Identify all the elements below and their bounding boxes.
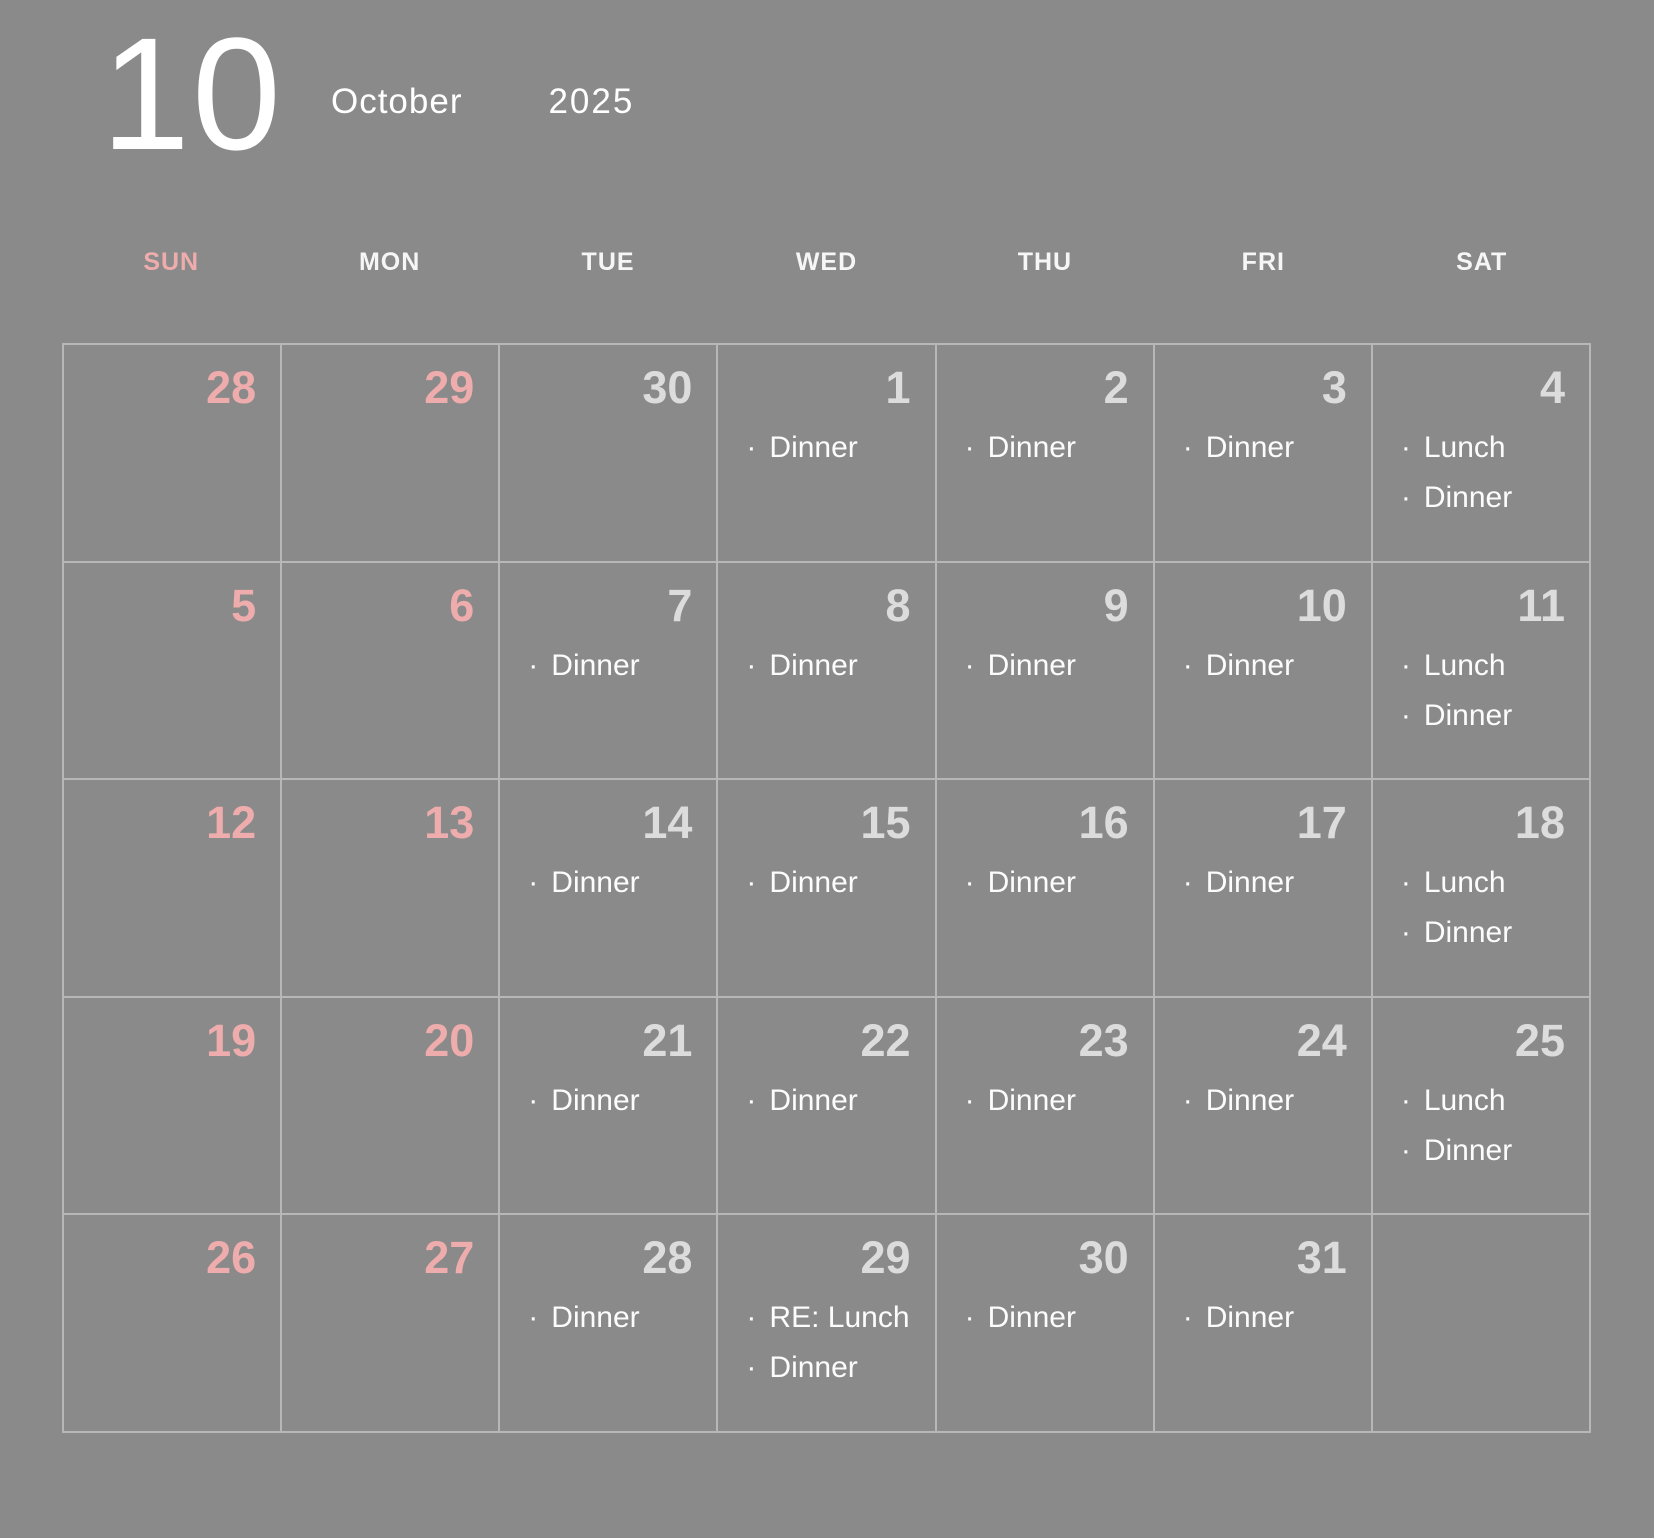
date-number: 2 [1103,362,1129,413]
weekday-header-wed: WED [795,248,858,276]
date-number: 7 [667,579,693,631]
date-number: 4 [1539,362,1565,413]
date-number: 30 [1078,1232,1129,1284]
event-label: Dinner [1205,1083,1295,1117]
bullet-icon: · [746,866,757,900]
event-item[interactable] [528,1076,710,1126]
event-item[interactable] [965,858,1147,908]
bullet-icon: · [746,1083,757,1117]
day-cell-19[interactable] [64,998,280,1214]
date-number: 27 [424,1232,475,1284]
weekday-header-thu: THU [1017,248,1073,276]
day-cell-29[interactable] [718,1215,934,1431]
bullet-icon: · [1400,648,1411,682]
date-number: 23 [1078,1014,1129,1066]
day-cell-30[interactable] [500,345,716,561]
event-item[interactable] [528,1293,710,1343]
event-list [1183,858,1365,908]
day-cell-4[interactable] [1373,345,1589,561]
bullet-icon: · [528,648,539,682]
event-label: Dinner [987,648,1076,682]
day-cell-5[interactable] [64,563,280,779]
day-cell-14[interactable] [500,780,716,996]
event-item[interactable] [1183,1076,1365,1126]
event-item[interactable] [1401,473,1583,523]
date-number: 1 [885,362,911,413]
date-number: 20 [424,1014,475,1066]
event-label: Lunch [1423,648,1506,682]
day-cell-7[interactable] [500,563,716,779]
date-number: 24 [1296,1014,1347,1066]
event-label: Dinner [1423,916,1513,950]
event-label: Dinner [1205,866,1295,900]
event-list [965,641,1147,691]
weekday-header-fri: FRI [1241,248,1285,276]
event-item[interactable] [1401,908,1583,958]
event-item[interactable] [1401,423,1583,473]
day-cell-31[interactable] [1155,1215,1371,1431]
bullet-icon: · [746,1301,757,1335]
bullet-icon: · [746,431,757,464]
day-cell-12[interactable] [64,780,280,996]
event-list [1183,1076,1365,1126]
date-number: 30 [642,362,693,413]
month-name-label: October [330,82,463,121]
weekday-header-sat: SAT [1456,248,1508,276]
weekday-header-tue: TUE [581,248,635,276]
event-label: Dinner [769,431,858,464]
event-label: Lunch [1423,1083,1506,1117]
day-cell-17[interactable] [1155,780,1371,996]
date-number: 25 [1514,1014,1565,1066]
date-number: 17 [1296,797,1347,849]
event-list [1401,641,1583,741]
event-item[interactable] [746,1293,928,1343]
day-cell-8[interactable] [718,563,934,779]
day-cell-30[interactable] [937,1215,1153,1431]
date-number: 10 [1296,579,1347,631]
date-number: 28 [642,1232,693,1284]
bullet-icon: · [1182,1301,1193,1335]
day-cell-26[interactable] [64,1215,280,1431]
day-cell-empty [1373,1215,1589,1431]
calendar-title [101,4,635,183]
event-list [1401,1076,1583,1176]
day-cell-2[interactable] [937,345,1153,561]
date-number: 11 [1517,579,1565,631]
date-number: 29 [860,1232,911,1284]
date-number: 12 [206,797,257,849]
bullet-icon: · [528,866,539,900]
date-number: 8 [885,579,911,631]
event-item[interactable] [1183,858,1365,908]
event-label: Dinner [551,1083,640,1117]
event-item[interactable] [965,641,1147,691]
event-list [1183,1293,1365,1343]
bullet-icon: · [528,1301,539,1335]
calendar-grid [62,343,1591,1433]
date-number: 15 [860,797,911,849]
weekday-header-mon: MON [358,248,421,276]
event-label: Dinner [769,1351,858,1385]
day-cell-13[interactable] [282,780,498,996]
day-cell-27[interactable] [282,1215,498,1431]
event-list [1183,423,1365,473]
event-label: Dinner [551,1301,640,1335]
day-cell-21[interactable] [500,998,716,1214]
year-label: 2025 [548,82,635,121]
event-item[interactable] [1401,641,1583,691]
bullet-icon: · [964,431,975,464]
event-list [528,1293,710,1343]
event-label: Dinner [1205,431,1295,464]
event-label: Dinner [1205,648,1295,682]
bullet-icon: · [1400,431,1411,464]
event-label: Dinner [769,648,858,682]
event-label: Lunch [1423,866,1506,900]
date-number: 14 [642,797,693,849]
event-item[interactable] [746,641,928,691]
date-number: 6 [449,579,475,631]
day-cell-20[interactable] [282,998,498,1214]
event-list [528,858,710,908]
day-cell-3[interactable] [1155,345,1371,561]
date-number: 3 [1321,362,1347,413]
bullet-icon: · [1182,431,1193,464]
event-list [746,423,928,473]
day-cell-23[interactable] [937,998,1153,1214]
bullet-icon: · [528,1083,539,1117]
event-item[interactable] [1401,1126,1583,1176]
event-list [746,858,928,908]
weekday-header-sun: SUN [143,248,200,276]
event-item[interactable] [746,858,928,908]
bullet-icon: · [1400,1083,1411,1117]
date-number: 9 [1103,579,1129,631]
bullet-icon: · [1182,866,1193,900]
month-number: 10 [101,4,283,183]
event-label: Dinner [1423,698,1513,732]
bullet-icon: · [1182,1083,1193,1117]
date-number: 28 [206,362,257,413]
event-item[interactable] [1401,1076,1583,1126]
event-item[interactable] [528,858,710,908]
bullet-icon: · [964,648,975,682]
event-item[interactable] [746,423,928,473]
event-label: Dinner [987,1301,1076,1335]
event-label: Dinner [551,866,640,900]
event-item[interactable] [1183,641,1365,691]
event-list [746,1076,928,1126]
day-cell-6[interactable] [282,563,498,779]
event-item[interactable] [1183,1293,1365,1343]
event-list [746,641,928,691]
event-label: Dinner [987,431,1076,464]
date-number: 22 [860,1014,911,1066]
day-cell-22[interactable] [718,998,934,1214]
day-cell-24[interactable] [1155,998,1371,1214]
event-label: Dinner [769,866,858,900]
event-label: Dinner [1423,481,1513,514]
day-cell-11[interactable] [1373,563,1589,779]
date-number: 19 [206,1014,257,1066]
bullet-icon: · [1400,698,1411,732]
event-list [528,641,710,691]
date-number: 29 [424,362,475,413]
event-item[interactable] [1401,691,1583,741]
date-number: 26 [206,1232,257,1284]
bullet-icon: · [1400,916,1411,950]
day-cell-25[interactable] [1373,998,1589,1214]
day-cell-28[interactable] [64,345,280,561]
event-item[interactable] [746,1343,928,1393]
bullet-icon: · [964,866,975,900]
event-label: Lunch [1423,431,1506,464]
event-label: RE: Lunch [769,1301,910,1335]
bullet-icon: · [964,1301,975,1335]
bullet-icon: · [1182,648,1193,682]
date-number: 21 [642,1014,693,1066]
day-cell-16[interactable] [937,780,1153,996]
event-item[interactable] [965,1293,1147,1343]
day-cell-9[interactable] [937,563,1153,779]
date-number: 31 [1296,1232,1347,1284]
day-cell-10[interactable] [1155,563,1371,779]
date-number: 18 [1514,797,1565,849]
bullet-icon: · [746,1351,757,1385]
day-cell-29[interactable] [282,345,498,561]
event-label: Dinner [987,866,1076,900]
event-list [965,423,1147,473]
event-list [528,1076,710,1126]
event-item[interactable] [1401,858,1583,908]
bullet-icon: · [1400,1133,1411,1167]
bullet-icon: · [1400,481,1411,514]
date-number: 5 [231,579,257,631]
event-label: Dinner [1423,1133,1513,1167]
day-cell-15[interactable] [718,780,934,996]
event-list [746,1293,928,1393]
event-list [1183,641,1365,691]
bullet-icon: · [1400,866,1411,900]
day-cell-18[interactable] [1373,780,1589,996]
event-list [1401,858,1583,958]
day-cell-1[interactable] [718,345,934,561]
event-list [965,1076,1147,1126]
event-item[interactable] [528,641,710,691]
event-item[interactable] [746,1076,928,1126]
event-item[interactable] [965,1076,1147,1126]
bullet-icon: · [746,648,757,682]
date-number: 13 [424,797,475,849]
event-label: Dinner [551,648,640,682]
event-list [1401,423,1583,523]
event-list [965,858,1147,908]
event-list [965,1293,1147,1343]
event-item[interactable] [965,423,1147,473]
day-cell-28[interactable] [500,1215,716,1431]
event-item[interactable] [1183,423,1365,473]
date-number: 16 [1078,797,1129,849]
weekday-header-row [62,248,1591,277]
event-label: Dinner [1205,1301,1295,1335]
bullet-icon: · [964,1083,975,1117]
event-label: Dinner [769,1083,858,1117]
event-label: Dinner [987,1083,1076,1117]
